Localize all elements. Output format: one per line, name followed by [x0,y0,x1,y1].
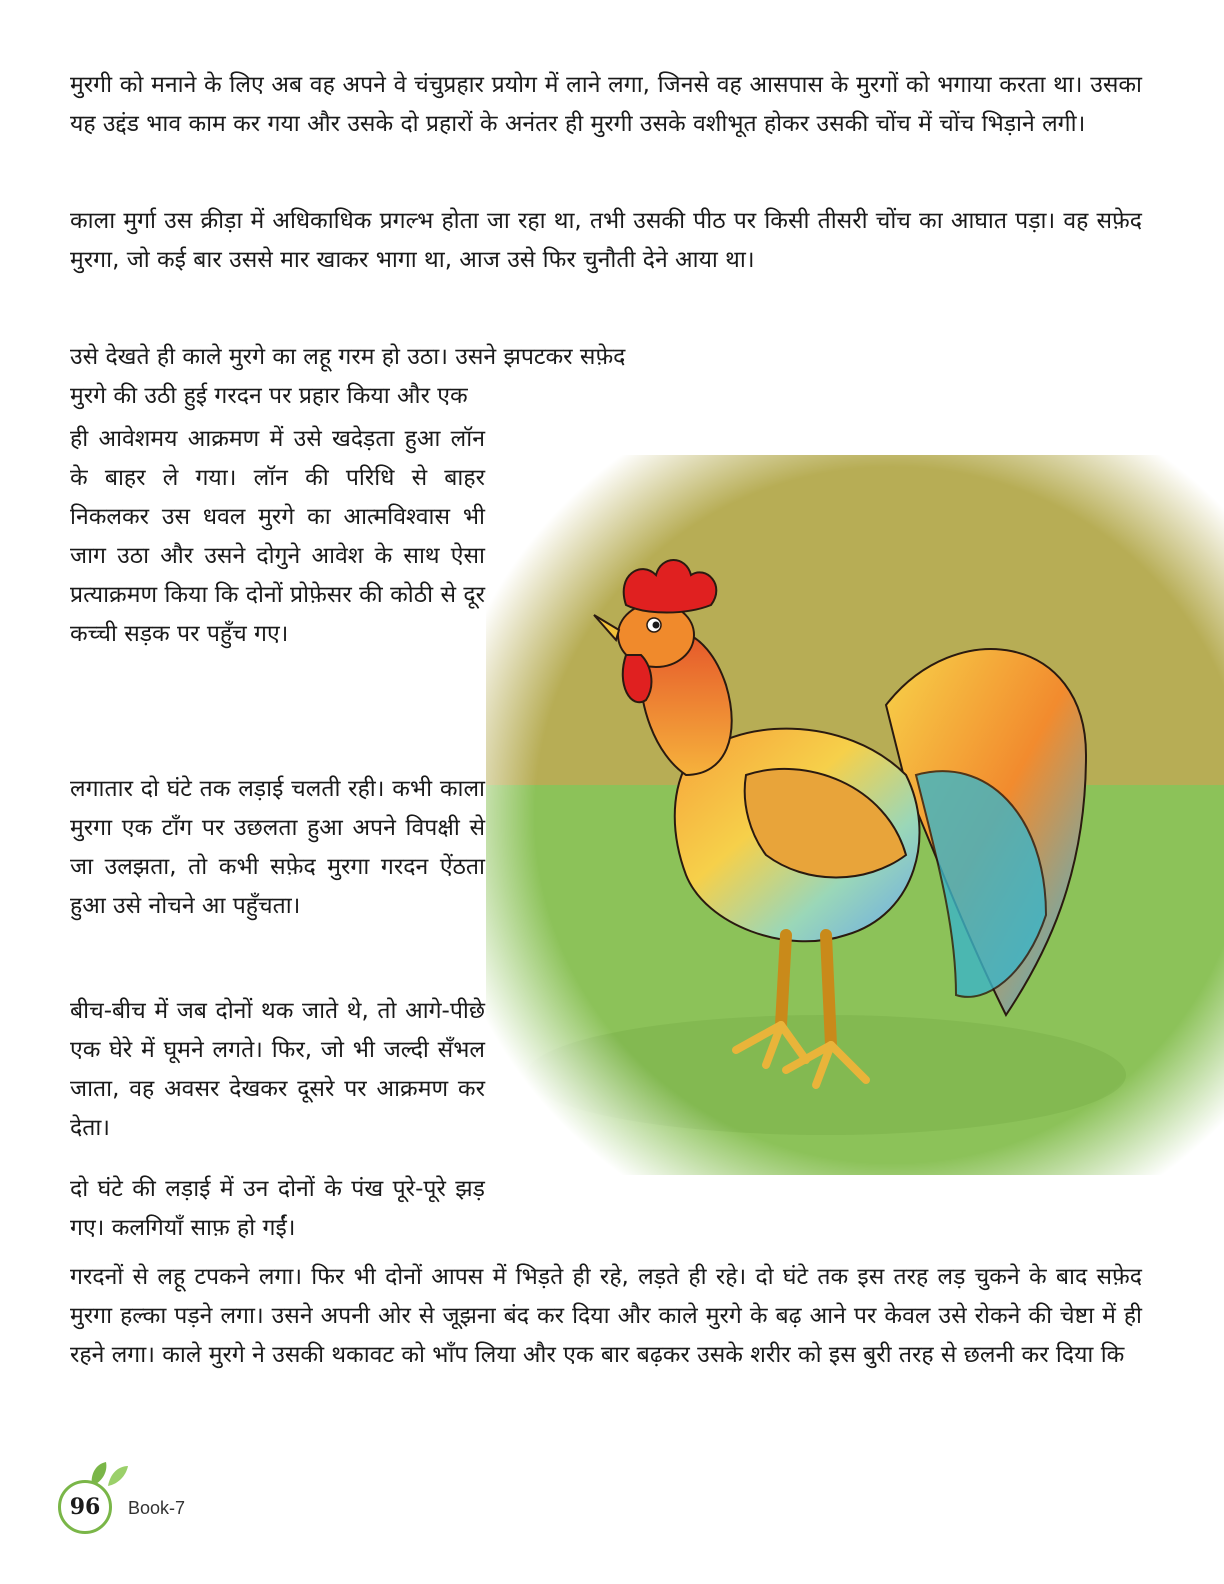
paragraph-6-start: दो घंटे की लड़ाई में उन दोनों के पंख पूरे-पूरे झड़ गए। कलगियाँ साफ़ हो गईं। [70,1176,485,1241]
paragraph-4: लगातार दो घंटे तक लड़ाई चलती रही। कभी काला मुरगा एक टाँग पर उछलता हुआ अपने विपक्षी से जा उलझता, तो कभी सफ़ेद मुरगा गरदन ऐंठता हुआ उसे नोचने आ पहुँचता। [70,776,485,919]
rooster-pupil [653,622,660,629]
paragraph-3-line-2: मुरगे की उठी हुई गरदन पर प्रहार किया और एक [70,383,468,409]
paragraph-1: मुरगी को मनाने के लिए अब वह अपने वे चंचुप्रहार प्रयोग में लाने लगा, जिनसे वह आसपास के मुरगों को भगाया करता था। उसका यह उद्दंड भाव काम कर गया और उसके दो प्रहारों के अनंतर ही मुरगी उसके वशीभूत होकर उसकी चोंच में चोंच भिड़ाने लगी। [70,72,1142,137]
page-number: 96 [58,1480,112,1534]
page-footer [58,1460,258,1540]
paragraph-2: काला मुर्गा उस क्रीड़ा में अधिकाधिक प्रगल्भ होता जा रहा था, तभी उसकी पीठ पर किसी तीसरी चोंच का आघात पड़ा। वह सफ़ेद मुरगा, जो कई बार उससे मार खाकर भागा था, आज उसे फिर चुनौती देने आया था। [70,208,1142,273]
paragraph-6-rest: गरदनों से लहू टपकने लगा। फिर भी दोनों आपस में भिड़ते ही रहे, लड़ते ही रहे। दो घंटे तक इस तरह लड़ चुकने के बाद सफ़ेद मुरगा हल्का पड़ने लगा। उसने अपनी ओर से जूझना बंद कर दिया और काले मुरगे के बढ़ आने पर केवल उसे रोकने की चेष्टा में ही रहने लगा। काले मुरगे ने उसकी थकावट को भाँप लिया और एक बार बढ़कर उसके शरीर को इस बुरी तरह से छलनी कर दिया कि [70,1264,1142,1368]
rooster-illustration [486,455,1224,1175]
paragraph-3-rest: ही आवेशमय आक्रमण में उसे खदेड़ता हुआ लॉन के बाहर ले गया। लॉन की परिधि से बाहर निकलकर उस धवल मुरगे का आत्मविश्वास भी जाग उठा और उसने दोगुने आवेश के साथ ऐसा प्रत्याक्रमण किया कि दोनों प्रोफ़ेसर की कोठी से दूर कच्ची सड़क पर पहुँच गए। [70,426,485,647]
book-label: Book-7 [128,1498,186,1518]
rooster-wattle [623,655,652,702]
paragraph-3-line-1: उसे देखते ही काले मुरगे का लहू गरम हो उठा। उसने झपटकर सफ़ेद [70,344,626,370]
paragraph-5: बीच-बीच में जब दोनों थक जाते थे, तो आगे-पीछे एक घेरे में घूमने लगते। फिर, जो भी जल्दी सँभल जाता, वह अवसर देखकर दूसरे पर आक्रमण कर देता। [70,998,485,1141]
